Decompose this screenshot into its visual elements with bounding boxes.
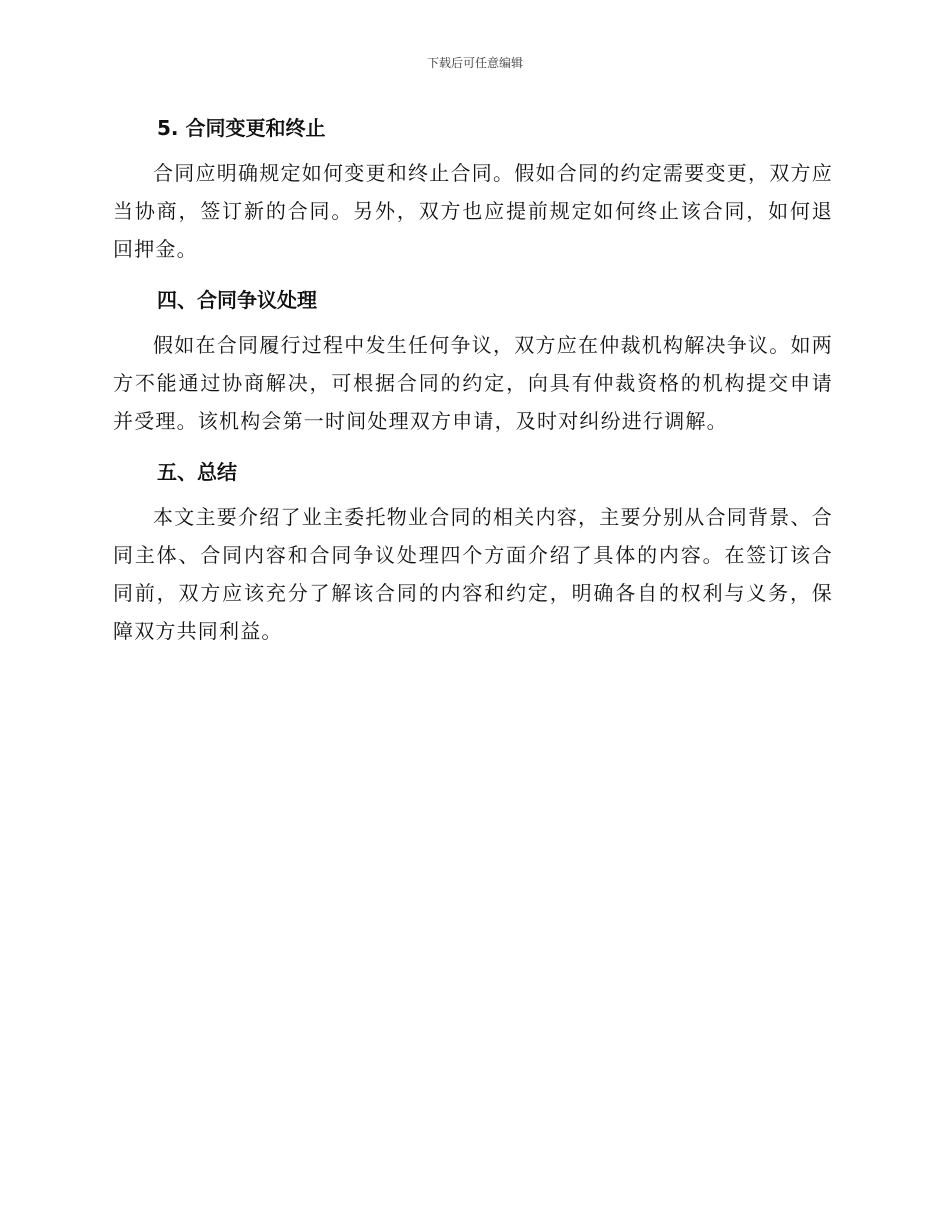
section-heading-contract-change: 5. 合同变更和终止 [157,116,326,140]
paragraph-dispute: 假如在合同履行过程中发生任何争议，双方应在仲裁机构解决争议。如两方不能通过协商解决，可根据合同的约定，向具有仲裁资格的机构提交申请并受理。该机构会第一时间处理双方申请，及时对纠纷进行调解。 [113,333,833,433]
paragraph-contract-change: 合同应明确规定如何变更和终止合同。假如合同的约定需要变更，双方应当协商，签订新的合同。另外，双方也应提前规定如何终止该合同，如何退回押金。 [113,161,833,261]
document-body [113,110,833,662]
section-heading-summary: 五、总结 [157,460,237,484]
paragraph-summary: 本文主要介绍了业主委托物业合同的相关内容，主要分别从合同背景、合同主体、合同内容和合同争议处理四个方面介绍了具体的内容。在签订该合同前，双方应该充分了解该合同的内容和约定，明确各自的权利与义务，保障双方共同利益。 [113,505,833,643]
section-heading-dispute: 四、合同争议处理 [157,288,317,312]
page-header-note: 下载后可任意编辑 [426,56,523,70]
